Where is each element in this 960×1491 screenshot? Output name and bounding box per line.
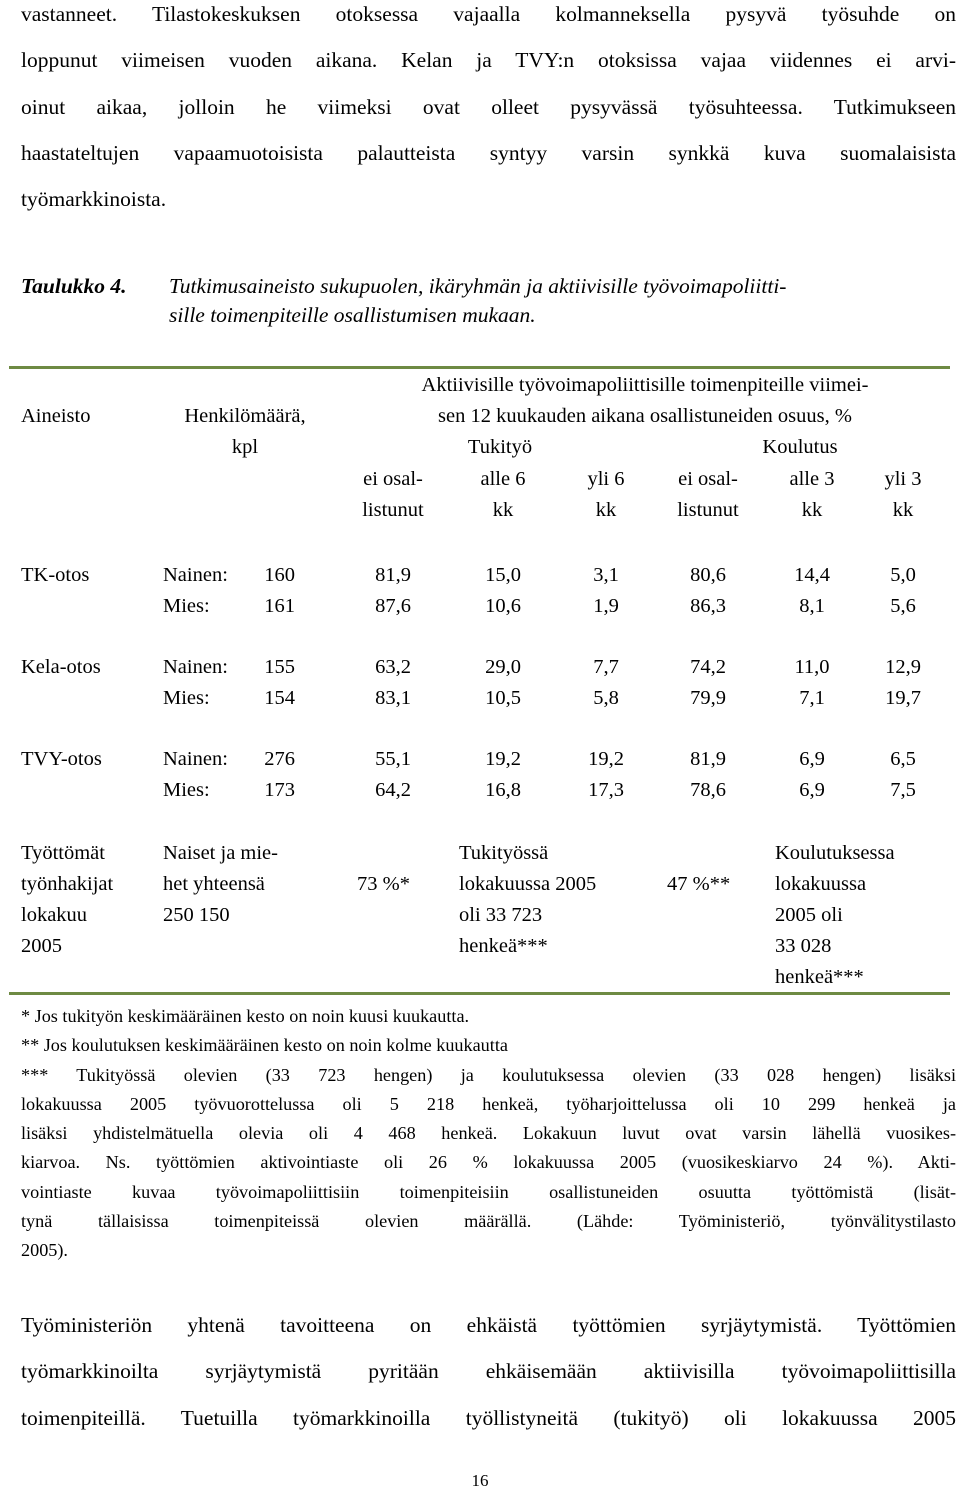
last-row-koulutus-text: lokakuussa [775, 873, 867, 895]
table-cell-value: 1,9 [593, 595, 619, 617]
last-row-koulutus-text: 2005 oli [775, 904, 843, 926]
table-cell-value: 11,0 [794, 656, 830, 678]
intro-line: loppunut viimeisen vuoden aikana. Kelan ja TVY:n otoksissa vajaa viidennes ei arvi- [21, 48, 956, 73]
table-cell-value: 19,2 [588, 748, 624, 770]
sub-header: ei osal- [363, 468, 423, 490]
table-cell-value: 78,6 [690, 779, 726, 801]
group-header-tukityo: Tukityö [467, 436, 533, 458]
header-main: Aktiivisille työvoimapoliittisille toimenpiteille viimei- [421, 374, 869, 396]
table-cell-value: 6,9 [799, 748, 825, 770]
last-row-koulutus-pct: 47 %** [667, 873, 731, 895]
sub-header: kk [892, 499, 914, 521]
last-row-tukityo-text: oli 33 723 [459, 904, 543, 926]
last-row-tukityo-pct: 73 %* [357, 873, 410, 895]
last-row-aineisto: työnhakijat [21, 873, 114, 895]
group-name: TK-otos [21, 564, 90, 586]
table-cell-value: 83,1 [375, 687, 411, 709]
last-row-henkilo: Naiset ja mie- [163, 842, 278, 864]
table-footnotes [21, 1002, 956, 1266]
table-cell-value: 29,0 [485, 656, 521, 678]
group-header-koulutus: Koulutus [762, 436, 838, 458]
table-cell-value: 5,0 [890, 564, 916, 586]
last-row-henkilo: 250 150 [163, 904, 230, 926]
table-cell-value: 17,3 [588, 779, 624, 801]
footnote: tynä tällaisissa toimenpiteissä olevien määrällä. (Lähde: Työministeriö, työnvälitystilasto [21, 1211, 956, 1232]
table-cell-value: 5,6 [890, 595, 916, 617]
row-label: Nainen: [163, 656, 228, 678]
table-cell-value: 10,6 [485, 595, 521, 617]
table-cell-value: 5,8 [593, 687, 619, 709]
table-cell-value: 14,4 [794, 564, 830, 586]
sub-header: alle 6 [480, 468, 526, 490]
footnote: 2005). [21, 1240, 68, 1261]
row-count: 173 [264, 779, 295, 801]
intro-line: haastateltujen vapaamuotoisista palautteista syntyy varsin synkkä kuva suomalaisista [21, 140, 956, 165]
table-cell-value: 10,5 [485, 687, 521, 709]
last-row-aineisto: Työttömät [21, 842, 105, 864]
sub-header: ei osal- [678, 468, 738, 490]
row-count: 154 [264, 687, 295, 709]
footnote: kiarvoa. Ns. työttömien aktivointiaste oli 26 % lokakuussa 2005 (vuosikeskiarvo 24 %). Akti- [21, 1152, 956, 1173]
header-henkilomaara: Henkilömäärä, [184, 405, 306, 427]
row-label: Mies: [163, 595, 210, 617]
footnote: vointiaste kuvaa työvoimapoliittisiin toimenpiteisiin osallistuneiden osuutta työttömistä (lisät- [21, 1181, 956, 1202]
outro-line: Työministeriön yhtenä tavoitteena on ehkäistä työttömien syrjäytymistä. Työttömien [21, 1313, 956, 1337]
last-row-tukityo-text: henkeä*** [459, 935, 548, 957]
page-number: 16 [471, 1471, 489, 1490]
table-cell-value: 7,7 [593, 656, 619, 678]
row-label: Nainen: [163, 748, 228, 770]
intro-line: työmarkkinoista. [21, 187, 167, 212]
table-cell-value: 7,5 [890, 779, 916, 801]
table-cell-value: 16,8 [485, 779, 521, 801]
table-cell-value: 80,6 [690, 564, 726, 586]
table-cell-value: 63,2 [375, 656, 411, 678]
intro-line: oinut aikaa, jolloin he viimeksi ovat olleet pysyvässä työsuhteessa. Tutkimukseen [21, 94, 956, 119]
last-row-aineisto: lokakuu [21, 904, 88, 926]
table-cell-value: 81,9 [690, 748, 726, 770]
intro-line: vastanneet. Tilastokeskuksen otoksessa vajaalla kolmanneksella pysyvä työsuhde on [21, 2, 956, 26]
row-count: 155 [264, 656, 295, 678]
table-cell-value: 8,1 [799, 595, 825, 617]
last-row-henkilo: het yhteensä [163, 873, 265, 895]
table-cell-value: 6,9 [799, 779, 825, 801]
last-row-aineisto: 2005 [21, 935, 62, 957]
table-cell-value: 19,2 [485, 748, 521, 770]
table-cell-value: 79,9 [690, 687, 726, 709]
footnote: lisäksi yhdistelmätuella olevia oli 4 468 henkeä. Lokakuun luvut ovat varsin lähellä vuosikes- [21, 1123, 956, 1144]
sub-header: kk [801, 499, 823, 521]
table-cell-value: 64,2 [375, 779, 411, 801]
last-row-koulutus-text: henkeä*** [775, 966, 864, 988]
footnote: * Jos tukityön keskimääräinen kesto on noin kuusi kuukautta. [21, 1006, 470, 1026]
sub-header: yli 6 [587, 468, 625, 490]
table-cell-value: 55,1 [375, 748, 411, 770]
row-count: 276 [264, 748, 295, 770]
caption-line: Tutkimusaineisto sukupuolen, ikäryhmän ja aktiivisille työvoimapoliitti- [169, 274, 787, 298]
row-label: Mies: [163, 779, 210, 801]
table-cell-value: 15,0 [485, 564, 521, 586]
row-count: 160 [264, 564, 295, 586]
header-main-line2: sen 12 kuukauden aikana osallistuneiden osuus, % [438, 405, 852, 427]
group-name: TVY-otos [21, 748, 102, 770]
sub-header: kk [595, 499, 617, 521]
sub-header: listunut [677, 499, 739, 521]
table-cell-value: 74,2 [690, 656, 726, 678]
table-cell-value: 87,6 [375, 595, 411, 617]
last-row-tukityo-text: lokakuussa 2005 [459, 873, 597, 895]
table-cell-value: 3,1 [593, 564, 619, 586]
caption-line: sille toimenpiteille osallistumisen mukaan. [169, 303, 536, 327]
table-cell-value: 7,1 [799, 687, 825, 709]
footnote: *** Tukityössä olevien (33 723 hengen) ja koulutuksessa olevien (33 028 hengen) lisäksi [21, 1064, 956, 1085]
sub-header: alle 3 [789, 468, 835, 490]
row-label: Mies: [163, 687, 210, 709]
row-label: Nainen: [163, 564, 228, 586]
outro-line: työmarkkinoilta syrjäytymistä pyritään ehkäisemään aktiivisilla työvoimapoliittisilla [21, 1359, 956, 1384]
last-row-koulutus-text: 33 028 [775, 935, 832, 957]
table-cell-value: 19,7 [885, 687, 921, 709]
table-cell-value: 6,5 [890, 748, 916, 770]
table-cell-value: 86,3 [690, 595, 726, 617]
footnote: lokakuussa 2005 työvuorottelussa oli 5 218 henkeä, työharjoittelussa oli 10 299 henkeä ja [21, 1093, 956, 1114]
sub-header: yli 3 [884, 468, 922, 490]
footnote: ** Jos koulutuksen keskimääräinen kesto on noin kolme kuukautta [21, 1035, 508, 1056]
group-name: Kela-otos [21, 656, 101, 678]
row-count: 161 [264, 595, 295, 617]
sub-header: listunut [362, 499, 424, 521]
last-row-tukityo-text: Tukityössä [459, 842, 549, 864]
header-aineisto: Aineisto [21, 405, 91, 427]
table-caption-label: Taulukko 4. [21, 274, 127, 298]
header-henkilomaara-unit: kpl [231, 436, 259, 458]
intro-paragraph [21, 0, 956, 222]
outro-paragraph [21, 1302, 956, 1441]
last-row-koulutus-text: Koulutuksessa [775, 842, 895, 864]
table-cell-value: 12,9 [885, 656, 921, 678]
outro-line: toimenpiteillä. Tuetuilla työmarkkinoilla työllistyneitä (tukityö) oli lokakuussa 2005 [21, 1405, 956, 1430]
table-caption-text [169, 272, 956, 330]
table-cell-value: 81,9 [375, 564, 411, 586]
table-top-rule [9, 366, 950, 369]
sub-header: kk [492, 499, 514, 521]
